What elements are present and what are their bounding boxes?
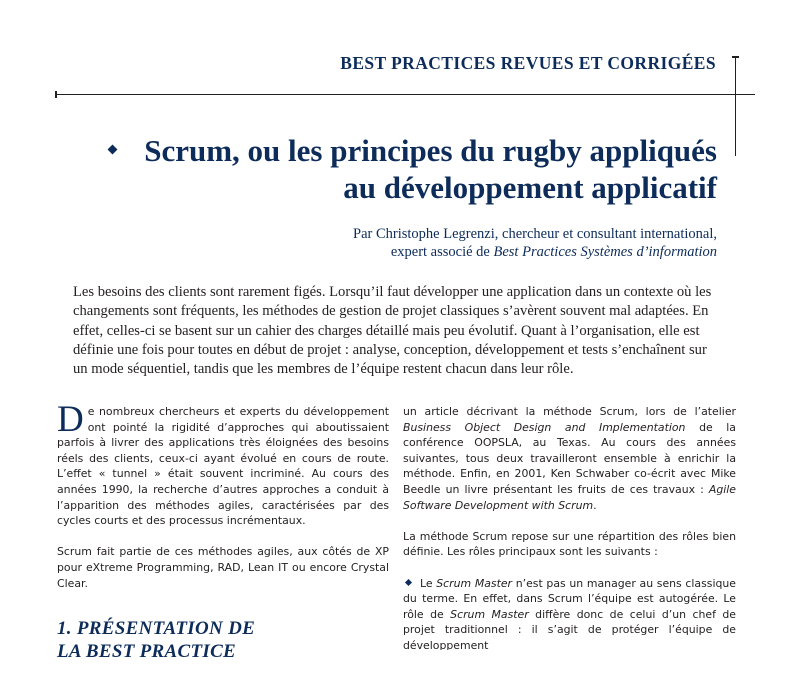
role-name: Scrum Master	[450, 607, 529, 621]
role-name: Scrum Master	[436, 576, 513, 590]
section-title: BEST PRACTICES REVUES ET CORRIGÉES	[340, 53, 716, 73]
text-run: n’est pas un manager au sens classique du terme. En effet, dans Scrum l’équipe est autogérée. Le rôle de	[403, 576, 736, 621]
intro-text: Les besoins des clients sont rarement figés. Lorsqu’il faut développer une application dans un contexte où les changements sont fréquents, les méthodes de gestion de projet classiques s’avèrent souvent mal adaptées. En effet, celles-ci se basent sur un cahier des charges détaillé mais peu évolutif. Quant à l’organisation, elle est définie une fois pour toutes en début de projet : analyse, conception, développement et tests s’enchaînent sur un mode séquentiel, tandis que les membres de l’équipe restent chacun dans leur rôle.	[73, 284, 712, 378]
drop-cap: D	[57, 399, 84, 440]
header-rule	[55, 94, 755, 95]
article-title-text: Scrum, ou les principes du rugby appliqués au développement applicatif	[144, 133, 717, 205]
workshop-name: Business Object Design and Implementation	[403, 420, 686, 434]
text-run: diffère donc de celui d’un chef de projet traditionnel : il s’agit de protéger l’équipe de développement	[403, 607, 736, 650]
text-run: Le	[420, 576, 437, 590]
diamond-bullet-icon	[405, 579, 412, 586]
left-para-1-text: e nombreux chercheurs et experts du développement ont pointé la rigidité d’approches qui aboutissaient parfois à livrer des applications très éloignées des besoins réels des clients, ceux-ci ayant évolué en cours de route. L’effet « tunnel » était souvent incriminé. Au cours des années 1990, la recherche d’autres approches a conduit à l’apparition des méthodes agiles, caractérisées par des cycles courts et des processus incrémentaux.	[57, 405, 389, 528]
section-heading	[57, 617, 389, 663]
right-para-2: La méthode Scrum repose sur une répartition des rôles bien définie. Les rôles principaux sont les suivants :	[403, 529, 736, 559]
left-para-1	[57, 399, 389, 529]
section-heading-line-1: 1. PRÉSENTATION DE	[57, 618, 256, 640]
right-para-1	[403, 404, 736, 513]
byline	[117, 225, 717, 261]
byline-author: Par Christophe Legrenzi, chercheur et consultant international,	[353, 226, 717, 242]
byline-prefix: expert associé de	[390, 244, 494, 260]
book-title: Agile Software Development with Scrum	[403, 482, 736, 512]
text-run: de la conférence OOPSLA, au Texas. Au cours des années suivantes, tous deux travailleront ensemble à enrichir la méthode. Enfin, en 2001, Ken Schwaber co-écrit avec Mike Beedle un livre présentant les fruits de ces travaux :	[403, 420, 736, 496]
rule-tick-top	[732, 56, 739, 58]
publication-name: Best Practices Systèmes d’information	[493, 244, 717, 260]
diamond-bullet-icon	[108, 145, 118, 155]
article-title	[77, 132, 717, 206]
list-item	[403, 576, 736, 650]
rule-tick-left	[55, 91, 57, 98]
section-heading-line-2: LA BEST PRACTICE	[57, 641, 237, 663]
left-para-2: Scrum fait partie de ces méthodes agiles, aux côtés de XP pour eXtreme Programming, RAD, Lean IT ou encore Crystal Clear.	[57, 545, 389, 590]
left-column	[57, 399, 389, 663]
right-column	[403, 404, 736, 650]
text-run: un article décrivant la méthode Scrum, lors de l’atelier	[403, 405, 736, 418]
text-run: .	[593, 498, 597, 512]
intro-paragraph	[73, 283, 719, 379]
vertical-rule	[735, 58, 736, 156]
byline-affiliation	[117, 243, 717, 261]
